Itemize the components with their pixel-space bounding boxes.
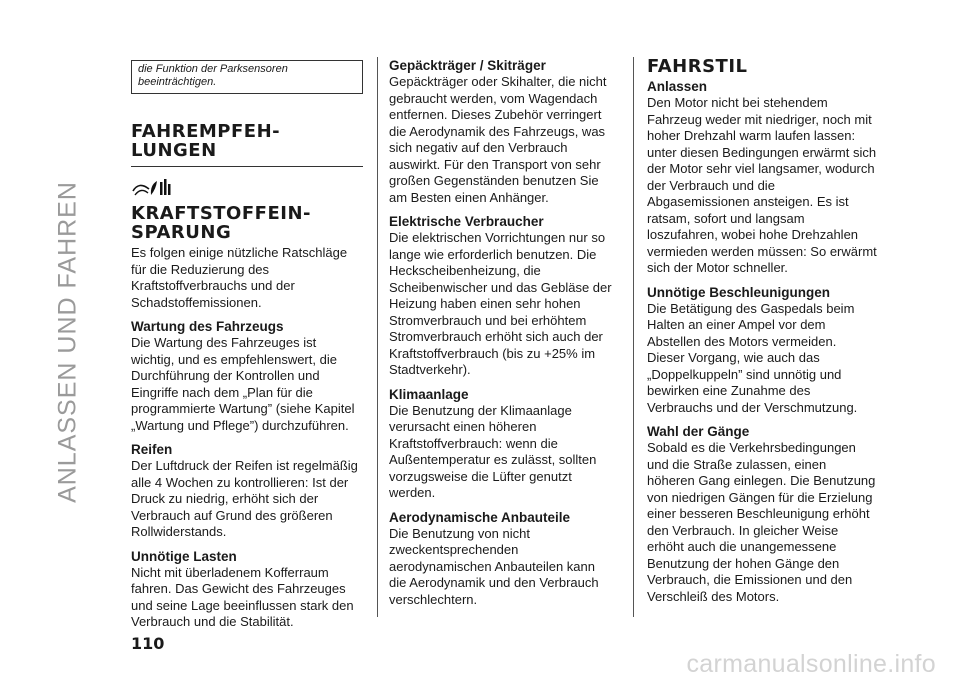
paragraph-gepaecktraeger: Gepäckträger oder Skihalter, die nicht gebraucht werden, vom Wagendach entfernen. Dieses Zubehör verringert die Aerodynamik des Fahrzeugs, was sich negativ auf den Verbrauch auswirkt. Für den Transport von sehr großen Gegenständen benutzen Sie am Besten einen Anhänger. (389, 74, 607, 205)
paragraph-klimaanlage: Die Benutzung der Klimaanlage verursacht einen höheren Kraftstoffverbrauch: wenn die Außentemperatur es zulässt, sollten vorzugsweise die Lüfter genutzt werden. (389, 402, 597, 500)
column-3 (647, 57, 877, 605)
note-box: die Funktion der Parksensoren beeinträchtigen. (131, 60, 363, 94)
heading-reifen: Reifen (131, 442, 173, 457)
heading-unnoetige-beschleunigungen: Unnötige Beschleunigungen (647, 284, 831, 300)
paragraph-reifen: Der Luftdruck der Reifen ist regelmäßig alle 4 Wochen zu kontrollieren: Ist der Druck zu niedrig, erhöht sich der Verbrauch auf Grund des größeren Rollwiderstands. (131, 458, 358, 539)
page-number: 110 (131, 634, 165, 653)
heading-klimaanlage: Klimaanlage (389, 386, 469, 402)
heading-unnoetige-lasten: Unnötige Lasten (131, 548, 237, 564)
heading-wartung: Wartung des Fahrzeugs (131, 319, 284, 334)
column-1 (131, 57, 363, 631)
paragraph-unnoetige-beschleunigungen: Die Betätigung des Gaspedals beim Halten an einer Ampel vor dem Abstellen des Motors vermeiden. Dieser Vorgang, wie auch das „Doppelkuppeln” sind unnötig und bewirken eine Zunahme des Verbrauchs und der Verschmutzung. (647, 300, 858, 415)
section-title-fahrempfehlungen: FAHREMPFEH-LUNGEN (131, 121, 281, 161)
intro-paragraph: Es folgen einige nützliche Ratschläge für die Reduzierung des Kraftstoffverbrauchs und der Schadstoffemissionen. (131, 245, 348, 310)
section-title-fahrstil: FAHRSTIL (647, 56, 748, 77)
eco-drive-icon (131, 175, 173, 199)
paragraph-unnoetige-lasten: Nicht mit überladenem Kofferraum fahren. Das Gewicht des Fahrzeuges und seine Lage beeinflussen stark den Verbrauch und die Stabilität. (131, 564, 354, 629)
heading-anlassen: Anlassen (647, 79, 708, 94)
subsection-title-kraftstoffeinsparung: KRAFTSTOFFEIN-SPARUNG (131, 203, 311, 243)
column-divider-1 (377, 57, 378, 617)
section-rule (131, 166, 363, 167)
column-2 (389, 57, 615, 608)
heading-gepaecktraeger: Gepäckträger / Skiträger (389, 58, 546, 73)
watermark: carmanualsonline.info (686, 650, 936, 678)
paragraph-aerodynamische-anbauteile: Die Benutzung von nicht zweckentsprechenden aerodynamischen Anbauteilen kann die Aerodynamik und den Verbrauch verschlechtern. (389, 525, 599, 607)
paragraph-elektrische-verbraucher: Die elektrischen Vorrichtungen nur so lange wie erforderlich benutzen. Die Heckscheibenheizung, die Scheibenwischer und das Gebläse der Heizung haben einen sehr hohen Stromverbrauch und bei erhöhtem Stromverbrauch erhöht sich auch der Kraftstoffverbrauch (bis zu +25% im Stadtverkehr). (389, 230, 612, 377)
paragraph-wartung: Die Wartung des Fahrzeuges ist wichtig, und es empfehlenswert, die Durchführung der Kontrollen und Eingriffe nach dem „Plan für die programmierte Wartung” (siehe Kapitel „Wartung und Pflege”) durchzuführen. (131, 335, 355, 433)
heading-wahl-der-gaenge: Wahl der Gänge (647, 424, 750, 439)
paragraph-wahl-der-gaenge: Sobald es die Verkehrsbedingungen und die Straße zulassen, einen höheren Gang einlegen. Die Benutzung von niedrigen Gängen für die Erzielung einer besseren Beschleunigung erhöht den Verbrauch. In gleicher Weise erhöht auch die unangemessene Benutzung der hohen Gänge den Verbrauch, die Emissionen und den Verschleiß des Motors. (647, 440, 876, 604)
paragraph-anlassen: Den Motor nicht bei stehendem Fahrzeug weder mit niedriger, noch mit hoher Drehzahl warm laufen lassen: unter diesen Bedingungen erwärmt sich der Motor sehr viel langsamer, wodurch der Verbrauch und die Abgasemissionen ansteigen. Es ist ratsam, sofort und langsam loszufahren, wobei hohe Drehzahlen vermieden werden müssen: So erwärmt sich der Motor schneller. (647, 95, 877, 275)
heading-elektrische-verbraucher: Elektrische Verbraucher (389, 214, 544, 229)
heading-aerodynamische-anbauteile: Aerodynamische Anbauteile (389, 509, 571, 525)
eco-icon-row (131, 173, 363, 201)
chapter-side-title-text: ANLASSEN UND FAHREN (53, 181, 82, 503)
column-divider-2 (633, 57, 634, 617)
